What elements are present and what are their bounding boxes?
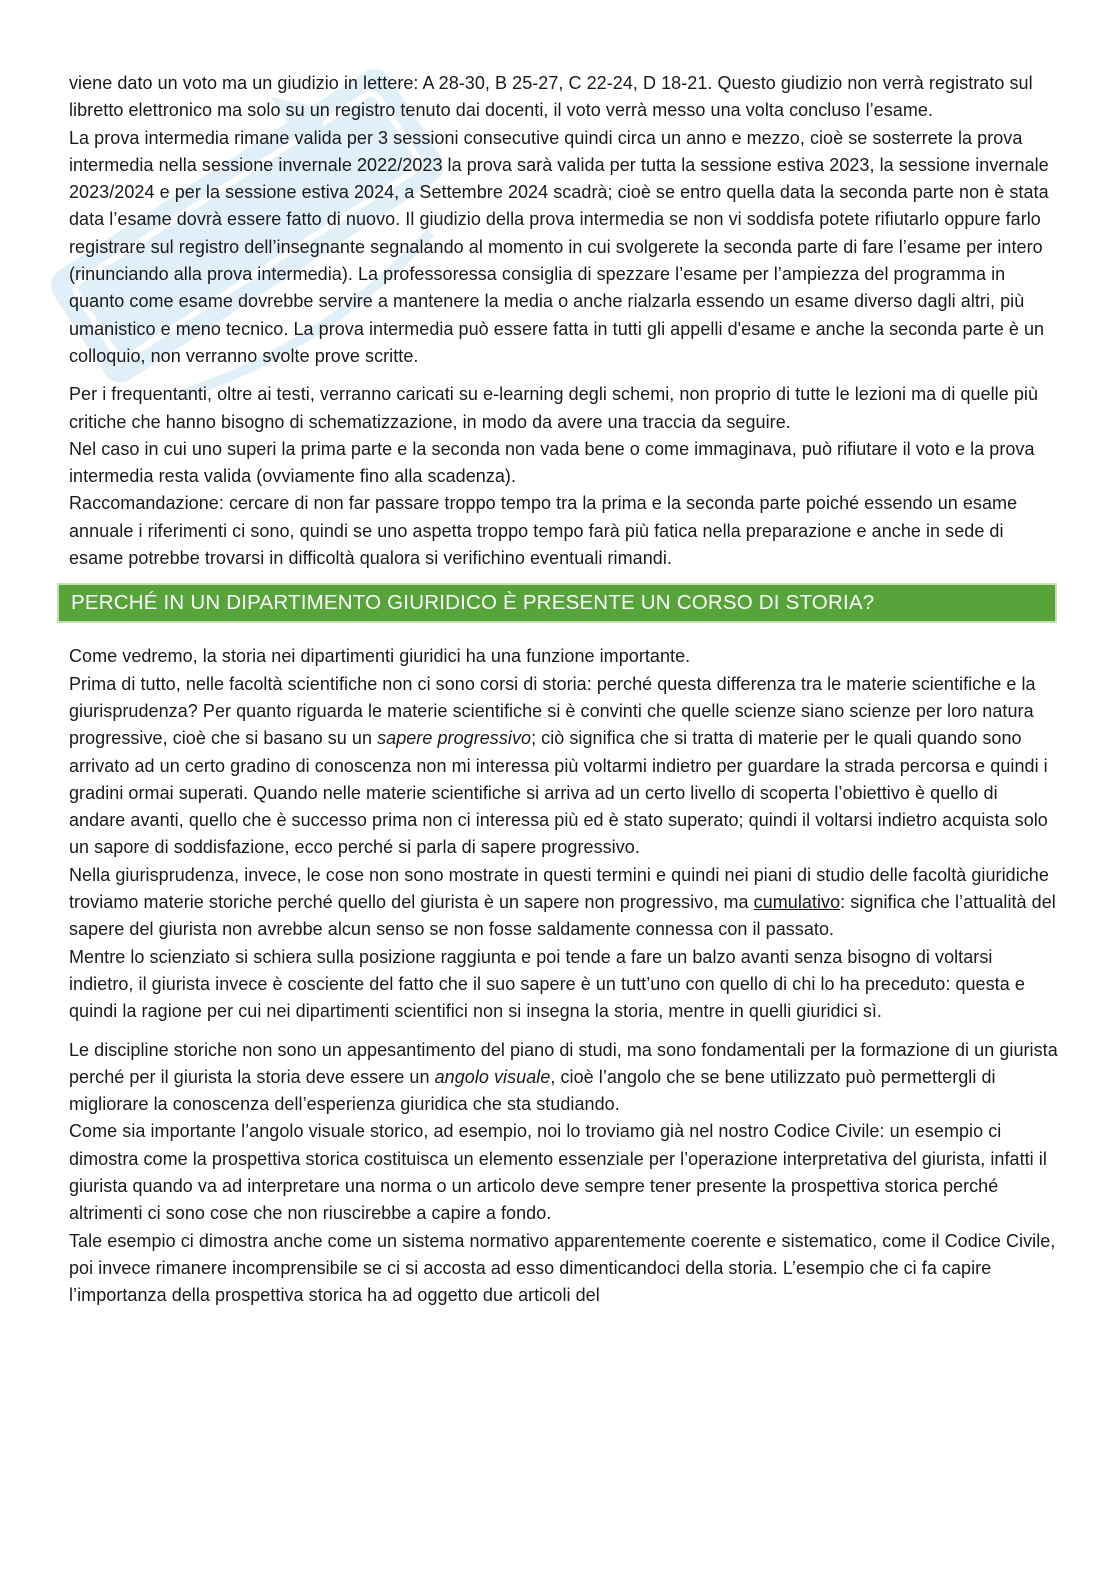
section-heading: PERCHÉ IN UN DIPARTIMENTO GIURIDICO È PRESENTE UN CORSO DI STORIA? (71, 591, 875, 615)
paragraph-civil-code: Come sia importante l’angolo visuale storico, ad esempio, noi lo troviamo già nel nostro Codice Civile: un esempio ci dimostra come la prospettiva storica costituisca un elemento essenziale per l’operazione interpretativa del giurista, infatti il giurista quando va ad interpretare una norma o un articolo deve sempre tener presente la prospettiva storica perché altrimenti ci sono cose che non riuscirebbe a capire a fondo. (69, 1121, 1047, 1224)
paragraph-e-learning: Per i frequentanti, oltre ai testi, verranno caricati su e-learning degli schemi, non proprio di tutte le lezioni ma di quelle più critiche che hanno bisogno di schematizzazione, in modo da avere una traccia da seguire. (69, 384, 1039, 432)
underline-cumulativo: cumulativo (753, 892, 841, 913)
paragraph-grading: viene dato un voto ma un giudizio in lettere: A 28-30, B 25-27, C 22-24, D 18-21. Questo giudizio non verrà registrato sul libretto elettronico ma solo su un registro tenuto dai docenti, il voto verrà messo una volta concluso l’esame. (69, 73, 1033, 121)
paragraph-scientific-knowledge: Prima di tutto, nelle facoltà scientifiche non ci sono corsi di storia: perché questa differenza tra le materie scientifiche e la giurisprudenza? Per quanto riguarda le materie scientifiche si è convinti che quelle scienze siano scienze per loro natura progressive, cioè che si basano su un sapere progressivo; ciò significa che si tratta di materie per le quali quando sono arrivato ad un certo gradino di conoscenza non mi interessa più voltarmi indietro per guardare la strada percorsa e quindi i gradini ormai superati. Quando nelle materie scientifiche si arriva ad un certo livello di scoperta l’obiettivo è quello di andare avanti, quello che è successo prima non ci interessa più ed è stato superato; quindi il voltarsi indietro acquista solo un sapore di soddisfazione, ecco perché si parla di sapere progressivo. (69, 673, 1048, 858)
emphasis-angolo-visuale: angolo visuale (434, 1066, 551, 1087)
paragraph-scientist-vs-jurist: Mentre lo scienziato si schiera sulla posizione raggiunta e poi tende a fare un balzo avanti senza bisogno di voltarsi indietro, il giurista invece è cosciente del fatto che il suo sapere è un tutt’uno con quello di chi lo ha preceduto: questa e quindi la ragione per cui nei dipartimenti scientifici non si insegna la storia, mentre in quelli giuridici sì. (69, 946, 1025, 1022)
paragraph-cumulative-knowledge: Nella giurisprudenza, invece, le cose non sono mostrate in questi termini e quindi nei piani di studio delle facoltà giuridiche troviamo materie storiche perché quello del giurista è un sapere non progressivo, ma cumulativo: significa che l’attualità del sapere del giurista non avrebbe alcun senso se non fosse saldamente connessa con il passato. (69, 864, 1056, 940)
document-page (69, 70, 1059, 1309)
paragraph-reject-grade: Nel caso in cui uno superi la prima parte e la seconda non vada bene o come immaginava, può rifiutare il voto e la prova intermedia resta valida (ovviamente fino alla scadenza). (69, 438, 1035, 487)
paragraph-visual-angle: Le discipline storiche non sono un appesantimento del piano di studi, ma sono fondamentali per la formazione di un giurista perché per il giurista la storia deve essere un angolo visuale, cioè l’angolo che se bene utilizzato può permettergli di migliorare la conoscenza dell’esperienza giuridica che sta studiando. (69, 1039, 1058, 1115)
emphasis-sapere-progressivo: sapere progressivo (377, 728, 532, 749)
paragraph-intermediate-test: La prova intermedia rimane valida per 3 sessioni consecutive quindi circa un anno e mezzo, cioè se sosterrete la prova intermedia nella sessione invernale 2022/2023 la prova sarà valida per tutta la sessione estiva 2023, la sessione invernale 2023/2024 e per la sessione estiva 2024, a Settembre 2024 scadrà; cioè se entro quella data la seconda parte non è stata data l’esame dovrà essere fatto di nuovo. Il giudizio della prova intermedia se non vi soddisfa potete rifiutarlo oppure farlo registrare sul registro dell’insegnante segnalando al momento in cui svolgerete la seconda parte di fare l’esame per intero (rinunciando alla prova intermedia). La professoressa consiglia di spezzare l’esame per l’ampiezza del programma in quanto come esame dovrebbe servire a mantenere la media o anche rialzarla essendo un esame diverso dagli altri, più umanistico e meno tecnico. La prova intermedia può essere fatta in tutti gli appelli d'esame e anche la seconda parte è un colloquio, non verranno svolte prove scritte. (69, 127, 1049, 366)
paragraph-example-articles: Tale esempio ci dimostra anche come un sistema normativo apparentemente coerente e sistematico, come il Codice Civile, poi invece rimanere incomprensibile se ci si accosta ad esso dimenticandoci della storia. L’esempio che ci fa capire l’importanza della prospettiva storica ha ad oggetto due articoli del (69, 1230, 1056, 1306)
paragraph-intro-history: Come vedremo, la storia nei dipartimenti giuridici ha una funzione importante. (69, 646, 691, 667)
section-heading-bar (57, 583, 1057, 623)
paragraph-recommendation: Raccomandazione: cercare di non far passare troppo tempo tra la prima e la seconda parte poiché essendo un esame annuale i riferimenti ci sono, quindi se uno aspetta troppo tempo farà più fatica nella preparazione e anche in sede di esame potrebbe trovarsi in difficoltà qualora si verifichino eventuali rimandi. (69, 493, 1018, 569)
